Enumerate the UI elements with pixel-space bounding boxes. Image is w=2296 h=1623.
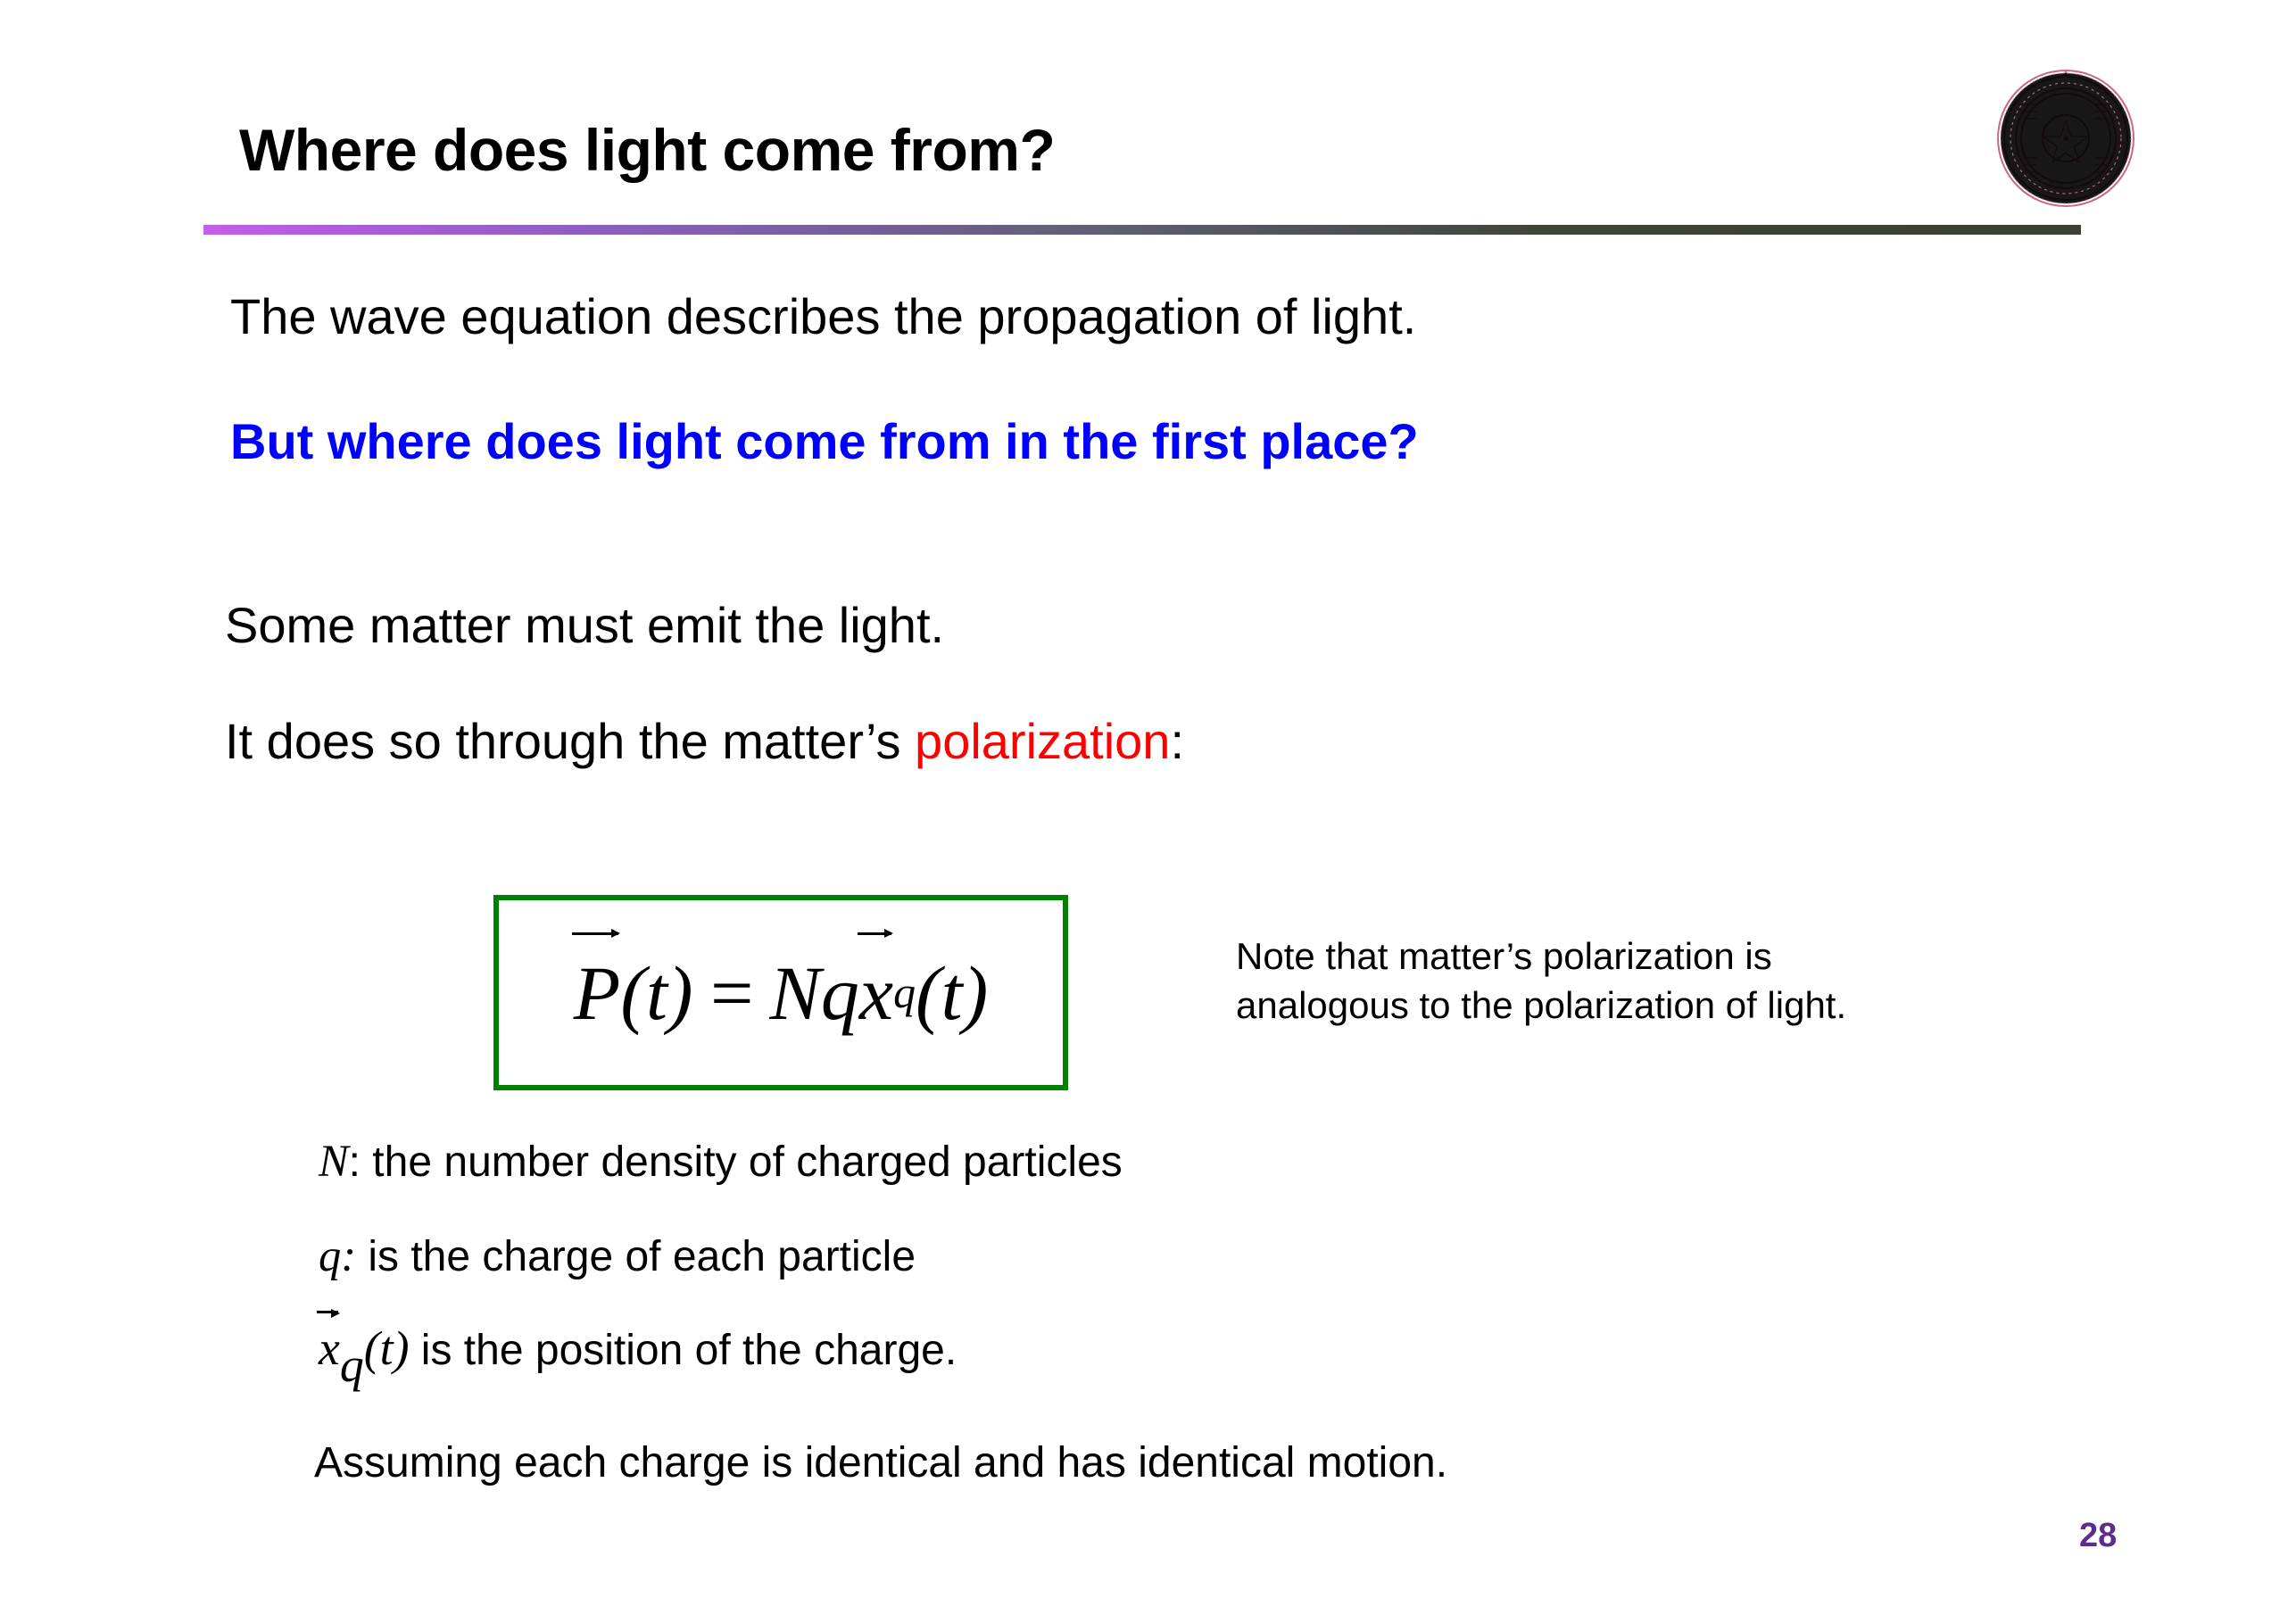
equation-rhs-x-subscript: q <box>893 968 916 1017</box>
definition-N-text: the number density of charged particles <box>360 1139 1123 1186</box>
title-divider <box>203 225 2081 235</box>
page-title: Where does light come from? <box>239 117 1056 183</box>
definition-q-separator: : <box>341 1230 356 1280</box>
closing-line: Assuming each charge is identical and has identical motion. <box>314 1439 1448 1486</box>
definition-q <box>319 1230 916 1281</box>
university-seal-logo <box>1994 67 2137 210</box>
side-note-line-2: analogous to the polarization of light. <box>1236 983 1847 1026</box>
body-line-3: Some matter must emit the light. <box>225 597 945 653</box>
definition-q-text: is the charge of each particle <box>355 1233 916 1280</box>
definition-N-separator: : <box>348 1139 361 1186</box>
equation-equals: = <box>705 949 758 1036</box>
body-line-4-highlight: polarization <box>915 713 1171 769</box>
definition-q-symbol: q <box>319 1230 342 1280</box>
side-note-line-1: Note that matter’s polarization is <box>1236 935 1772 977</box>
equation-lhs-arg: (t) <box>620 949 693 1036</box>
polarization-equation <box>499 900 1063 1085</box>
body-line-4-suffix: : <box>1170 713 1185 769</box>
page-number: 28 <box>2079 1517 2118 1554</box>
definition-N <box>319 1135 1123 1187</box>
equation-rhs-q: q <box>820 949 859 1036</box>
equation-lhs-symbol: P <box>573 949 621 1036</box>
definition-xq-subscript: q <box>339 1337 364 1392</box>
definition-xq <box>319 1321 957 1393</box>
polarization-equation-box <box>493 895 1068 1090</box>
definition-xq-symbol: x <box>319 1321 340 1375</box>
side-note <box>1236 932 1846 1030</box>
definition-N-symbol: N <box>319 1136 349 1186</box>
definition-xq-text: is the position of the charge. <box>409 1327 957 1374</box>
body-line-4-prefix: It does so through the matter’s <box>225 713 916 769</box>
equation-rhs-arg: (t) <box>916 949 989 1036</box>
equation-rhs-x: x <box>858 949 894 1036</box>
definition-xq-arg: (t) <box>363 1321 410 1375</box>
body-line-1: The wave equation describes the propagation of light. <box>230 288 1417 344</box>
body-line-2: But where does light come from in the first place? <box>230 413 1419 469</box>
body-line-4 <box>225 712 1184 770</box>
equation-rhs-N: N <box>769 949 821 1036</box>
